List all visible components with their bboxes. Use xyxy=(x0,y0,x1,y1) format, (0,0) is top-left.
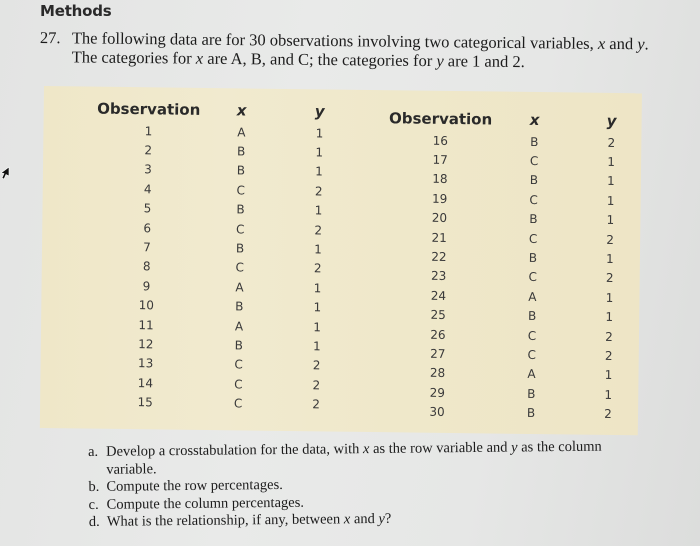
observation-cell: 10 xyxy=(138,298,155,313)
y-cell: 2 xyxy=(312,378,321,393)
x-cell: C xyxy=(236,183,246,198)
y-cell: 2 xyxy=(606,232,615,247)
observation-cell: 6 xyxy=(143,220,152,235)
y-cell: 2 xyxy=(605,271,614,286)
observation-cell: 11 xyxy=(138,317,154,332)
y-cell: 1 xyxy=(605,290,614,305)
y-cell: 2 xyxy=(312,358,321,373)
y-cell: 1 xyxy=(604,368,613,383)
y-cell: 1 xyxy=(607,154,616,170)
observation-cell: 19 xyxy=(431,191,448,206)
y-cell: 2 xyxy=(604,407,612,422)
x-cell: B xyxy=(530,134,539,149)
table-row xyxy=(90,392,356,415)
x-cell: C xyxy=(529,154,539,169)
observation-cell: 22 xyxy=(431,249,447,264)
y-cell: 1 xyxy=(315,164,323,179)
observation-cell: 7 xyxy=(143,240,151,255)
observation-cell: 3 xyxy=(144,162,152,177)
x-cell: C xyxy=(234,377,243,392)
y-cell: 2 xyxy=(605,329,613,344)
x-cell: B xyxy=(528,250,538,266)
y-cell: 1 xyxy=(314,242,322,257)
observation-cell: 13 xyxy=(137,356,154,371)
y-cell: 1 xyxy=(313,300,322,315)
x-cell: C xyxy=(529,192,538,207)
x-cell: C xyxy=(528,231,538,246)
y-cell: 2 xyxy=(313,261,322,276)
observation-cell: 17 xyxy=(432,152,448,168)
x-cell: B xyxy=(526,406,536,421)
header-x: x xyxy=(529,110,540,130)
y-cell: 1 xyxy=(605,310,614,325)
question-list xyxy=(88,438,649,531)
x-cell: B xyxy=(234,338,244,353)
data-table-left xyxy=(90,97,360,415)
x-cell: C xyxy=(235,260,245,275)
x-cell: C xyxy=(233,396,243,411)
x-cell: A xyxy=(234,318,244,334)
observation-cell: 8 xyxy=(142,259,151,274)
y-cell: 1 xyxy=(313,319,321,334)
x-cell: C xyxy=(528,270,537,285)
x-cell: B xyxy=(235,299,244,314)
observation-cell: 25 xyxy=(430,307,446,323)
observation-cell: 30 xyxy=(429,404,445,420)
header-y: y xyxy=(314,102,325,121)
table-row xyxy=(385,402,643,425)
y-cell: 1 xyxy=(314,203,323,218)
observation-cell: 23 xyxy=(430,269,447,284)
question-d: d. What is the relationship, if any, between x and y? xyxy=(88,510,392,530)
observation-cell: 27 xyxy=(430,346,446,361)
observation-cell: 16 xyxy=(432,133,449,148)
header-y: y xyxy=(606,111,617,130)
observation-cell: 2 xyxy=(144,143,153,158)
y-cell: 2 xyxy=(314,222,323,238)
observation-cell: 1 xyxy=(144,123,153,139)
x-cell: B xyxy=(235,241,245,256)
y-cell: 1 xyxy=(606,251,614,267)
y-cell: 1 xyxy=(312,339,321,354)
y-cell: 2 xyxy=(607,135,616,150)
mouse-cursor-icon xyxy=(0,166,10,180)
x-cell: C xyxy=(527,347,537,363)
header-observation: Observation xyxy=(97,99,201,119)
y-cell: 1 xyxy=(313,281,322,296)
question-c: c. Compute the column percentages. xyxy=(88,494,305,513)
table-header xyxy=(388,106,646,133)
question-b: b. Compute the row percentages. xyxy=(88,476,283,495)
x-cell: C xyxy=(235,221,245,237)
y-cell: 1 xyxy=(606,213,615,228)
data-table-right xyxy=(385,106,647,424)
observation-cell: 21 xyxy=(431,230,447,245)
y-cell: 1 xyxy=(606,174,615,189)
y-cell: 2 xyxy=(314,184,323,199)
observation-cell: 5 xyxy=(143,201,152,216)
observation-cell: 20 xyxy=(431,210,448,226)
x-cell: A xyxy=(527,367,536,382)
section-title: Methods xyxy=(40,2,112,20)
y-cell: 1 xyxy=(604,387,613,402)
data-table-box xyxy=(40,86,642,435)
x-cell: C xyxy=(234,357,243,372)
x-cell: B xyxy=(236,163,246,178)
observation-cell: 4 xyxy=(143,182,152,197)
x-cell: A xyxy=(235,280,244,295)
y-cell: 2 xyxy=(604,348,613,363)
question-a: a. Develop a crosstabulation for the data, with x as the row variable and y as the column variable. xyxy=(88,438,602,478)
x-cell: B xyxy=(529,212,538,227)
header-x: x xyxy=(236,101,247,120)
x-cell: A xyxy=(528,289,537,304)
observation-cell: 26 xyxy=(430,327,446,342)
table-header xyxy=(94,97,360,124)
problem-line2: The categories for x are A, B, and C; the categories for y are 1 and 2. xyxy=(71,47,525,72)
header-observation: Observation xyxy=(388,109,493,129)
y-cell: 2 xyxy=(312,397,321,412)
y-cell: 1 xyxy=(315,126,324,141)
x-cell: B xyxy=(237,144,246,159)
y-cell: 1 xyxy=(315,145,324,160)
observation-cell: 14 xyxy=(137,375,154,391)
observation-cell: 24 xyxy=(430,288,447,303)
observation-cell: 29 xyxy=(429,385,446,400)
x-cell: B xyxy=(528,309,537,324)
observation-cell: 18 xyxy=(432,172,448,187)
observation-cell: 12 xyxy=(138,337,154,352)
problem-statement xyxy=(40,28,680,73)
problem-line1: The following data are for 30 observations involving two categorical variables, x and y. xyxy=(71,28,649,54)
y-cell: 1 xyxy=(606,193,615,208)
observation-cell: 9 xyxy=(142,279,151,294)
x-cell: A xyxy=(237,125,246,140)
x-cell: B xyxy=(529,173,539,188)
x-cell: B xyxy=(527,386,536,401)
x-cell: C xyxy=(527,328,537,343)
observation-cell: 15 xyxy=(137,395,153,410)
problem-number: 27. xyxy=(39,28,61,48)
x-cell: B xyxy=(236,202,245,217)
observation-cell: 28 xyxy=(429,366,446,381)
